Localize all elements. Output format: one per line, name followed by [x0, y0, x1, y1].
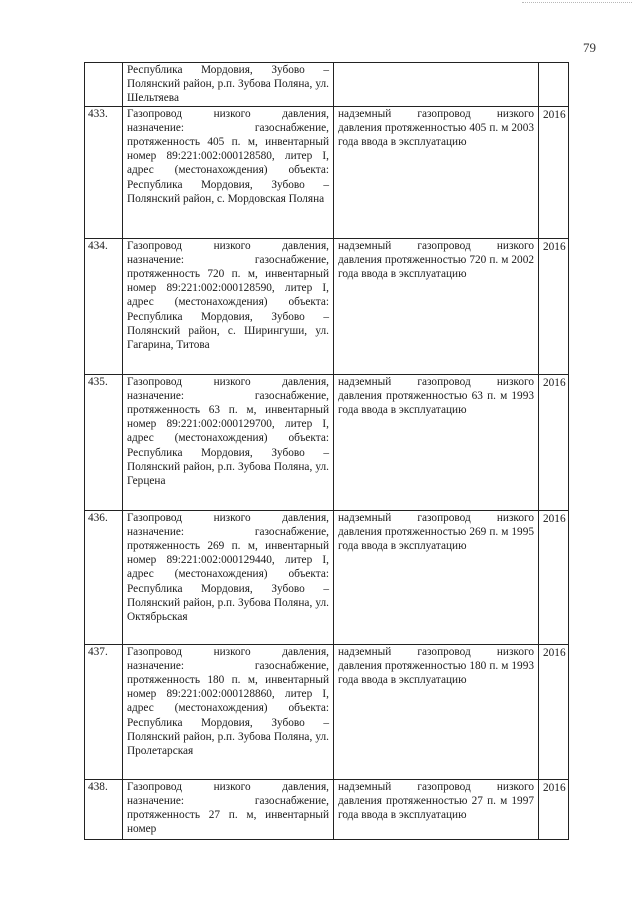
- row-number: 437.: [85, 644, 123, 779]
- object-info: надземный газопровод низкого давления протяженностью 405 п. м 2003 года ввода в эксплуатацию: [334, 106, 539, 238]
- year-cell: [539, 63, 569, 107]
- property-table: [84, 62, 569, 840]
- row-number: 436.: [85, 510, 123, 644]
- table-row: [85, 510, 569, 644]
- row-number: 434.: [85, 238, 123, 374]
- page-number: 79: [583, 40, 596, 55]
- year-cell: 2016: [539, 374, 569, 510]
- object-description: Газопровод низкого давления, назначение: газоснабжение, протяженность 269 п. м, инвентарный номер 89:221:002:000129440, литер I, адрес (местонахождения) объекта: Республика Мордовия, Зубово – Полянский район, р.п. Зубова Поляна, ул. Октябрьская: [123, 510, 334, 644]
- table-row: [85, 644, 569, 779]
- object-info: надземный газопровод низкого давления протяженностью 720 п. м 2002 года ввода в эксплуатацию: [334, 238, 539, 374]
- object-info: надземный газопровод низкого давления протяженностью 269 п. м 1995 года ввода в эксплуатацию: [334, 510, 539, 644]
- object-description: Республика Мордовия, Зубово – Полянский район, р.п. Зубова Поляна, ул. Шельтяева: [123, 63, 334, 107]
- row-number: 438.: [85, 779, 123, 839]
- scan-header-mark: [522, 2, 632, 9]
- object-description: Газопровод низкого давления, назначение: газоснабжение, протяженность 63 п. м, инвентарный номер 89:221:002:000129700, литер I, адрес (местонахождения) объекта: Республика Мордовия, Зубово – Полянский район, р.п. Зубова Поляна, ул. Герцена: [123, 374, 334, 510]
- year-cell: 2016: [539, 779, 569, 839]
- table-row: [85, 63, 569, 107]
- year-cell: 2016: [539, 238, 569, 374]
- year-cell: 2016: [539, 510, 569, 644]
- year-cell: 2016: [539, 644, 569, 779]
- object-description: Газопровод низкого давления, назначение: газоснабжение, протяженность 27 п. м, инвентарный номер: [123, 779, 334, 839]
- row-number: 435.: [85, 374, 123, 510]
- row-number: 433.: [85, 106, 123, 238]
- table-row: [85, 779, 569, 839]
- row-number: [85, 63, 123, 107]
- object-description: Газопровод низкого давления, назначение: газоснабжение, протяженность 405 п. м, инвентарный номер 89:221:002:000128580, литер I, адрес (местонахождения) объекта: Республика Мордовия, Зубово – Полянский район, с. Мордовская Поляна: [123, 106, 334, 238]
- year-cell: 2016: [539, 106, 569, 238]
- table-row: [85, 106, 569, 238]
- object-info: [334, 63, 539, 107]
- object-description: Газопровод низкого давления, назначение: газоснабжение, протяженность 720 п. м, инвентарный номер 89:221:002:000128590, литер I, адрес (местонахождения) объекта: Республика Мордовия, Зубово – Полянский район, с. Ширингуши, ул. Гагарина, Титова: [123, 238, 334, 374]
- table-row: [85, 238, 569, 374]
- object-description: Газопровод низкого давления, назначение: газоснабжение, протяженность 180 п. м, инвентарный номер 89:221:002:000128860, литер I, адрес (местонахождения) объекта: Республика Мордовия, Зубово – Полянский район, р.п. Зубова Поляна, ул. Пролетарская: [123, 644, 334, 779]
- object-info: надземный газопровод низкого давления протяженностью 63 п. м 1993 года ввода в эксплуатацию: [334, 374, 539, 510]
- table-row: [85, 374, 569, 510]
- object-info: надземный газопровод низкого давления протяженностью 180 п. м 1993 года ввода в эксплуатацию: [334, 644, 539, 779]
- object-info: надземный газопровод низкого давления протяженностью 27 п. м 1997 года ввода в эксплуатацию: [334, 779, 539, 839]
